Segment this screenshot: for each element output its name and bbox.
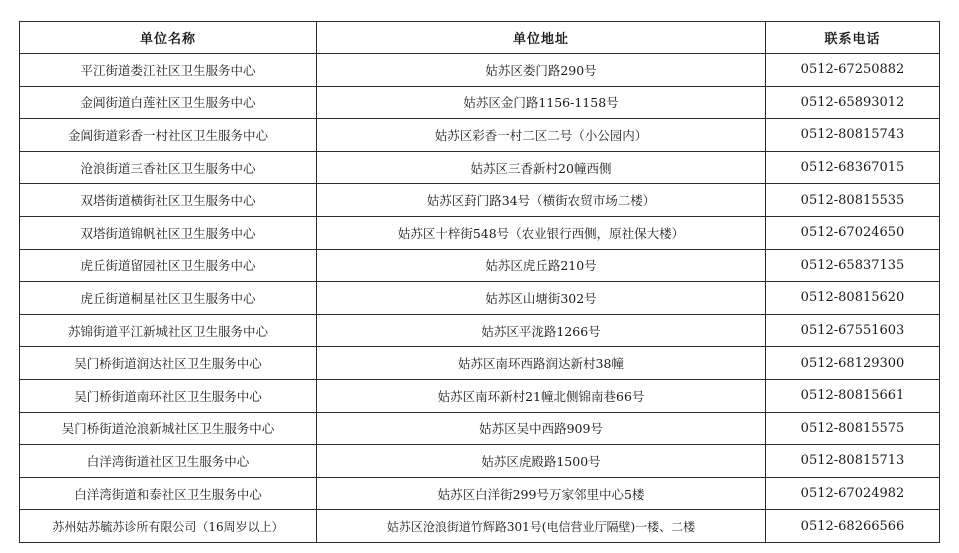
- header-row: [20, 22, 940, 54]
- cell-contact-phone: 0512-65837135: [766, 249, 940, 282]
- cell-contact-phone: 0512-67551603: [766, 314, 940, 347]
- cell-unit-address: 姑苏区南环西路润达新村38幢: [317, 347, 766, 380]
- cell-unit-name: 双塔街道锦帆社区卫生服务中心: [20, 216, 317, 249]
- table-row: [20, 86, 940, 119]
- cell-unit-address: 姑苏区南环新村21幢北侧锦南巷66号: [317, 379, 766, 412]
- cell-contact-phone: 0512-80815661: [766, 379, 940, 412]
- table-row: [20, 314, 940, 347]
- cell-contact-phone: 0512-65893012: [766, 86, 940, 119]
- cell-contact-phone: 0512-68266566: [766, 510, 940, 543]
- table-row: [20, 151, 940, 184]
- cell-unit-address: 姑苏区沧浪街道竹辉路301号(电信营业厅隔壁)一楼、二楼: [317, 510, 766, 543]
- cell-unit-name: 吴门桥街道南环社区卫生服务中心: [20, 379, 317, 412]
- cell-unit-name: 虎丘街道桐星社区卫生服务中心: [20, 282, 317, 315]
- cell-unit-name: 白洋湾街道社区卫生服务中心: [20, 445, 317, 478]
- cell-unit-name: 苏锦街道平江新城社区卫生服务中心: [20, 314, 317, 347]
- cell-unit-name: 吴门桥街道润达社区卫生服务中心: [20, 347, 317, 380]
- clinic-table: [19, 21, 940, 543]
- cell-unit-address: 姑苏区十梓街548号（农业银行西侧，原社保大楼）: [317, 216, 766, 249]
- cell-unit-address: 姑苏区娄门路290号: [317, 54, 766, 87]
- table-header: [20, 22, 940, 54]
- table-row: [20, 477, 940, 510]
- cell-unit-address: 姑苏区山塘街302号: [317, 282, 766, 315]
- table-row: [20, 282, 940, 315]
- cell-unit-name: 金阊街道彩香一村社区卫生服务中心: [20, 119, 317, 152]
- table-row: [20, 216, 940, 249]
- cell-contact-phone: 0512-68367015: [766, 151, 940, 184]
- cell-unit-address: 姑苏区葑门路34号（横街农贸市场二楼）: [317, 184, 766, 217]
- table-row: [20, 54, 940, 87]
- table-body: [20, 54, 940, 543]
- table-row: [20, 347, 940, 380]
- cell-unit-address: 姑苏区三香新村20幢西侧: [317, 151, 766, 184]
- cell-contact-phone: 0512-67024982: [766, 477, 940, 510]
- header-contact-phone: 联系电话: [766, 22, 940, 54]
- cell-unit-name: 虎丘街道留园社区卫生服务中心: [20, 249, 317, 282]
- cell-unit-name: 苏州姑苏毓苏诊所有限公司（16周岁以上）: [20, 510, 317, 543]
- cell-unit-address: 姑苏区吴中西路909号: [317, 412, 766, 445]
- cell-contact-phone: 0512-80815743: [766, 119, 940, 152]
- cell-unit-address: 姑苏区虎殿路1500号: [317, 445, 766, 478]
- cell-contact-phone: 0512-67024650: [766, 216, 940, 249]
- cell-contact-phone: 0512-67250882: [766, 54, 940, 87]
- cell-contact-phone: 0512-80815575: [766, 412, 940, 445]
- cell-contact-phone: 0512-80815535: [766, 184, 940, 217]
- table-row: [20, 119, 940, 152]
- table-row: [20, 249, 940, 282]
- table-row: [20, 445, 940, 478]
- cell-contact-phone: 0512-80815713: [766, 445, 940, 478]
- cell-unit-name: 吴门桥街道沧浪新城社区卫生服务中心: [20, 412, 317, 445]
- cell-unit-name: 沧浪街道三香社区卫生服务中心: [20, 151, 317, 184]
- cell-unit-name: 平江街道娄江社区卫生服务中心: [20, 54, 317, 87]
- cell-unit-address: 姑苏区金门路1156-1158号: [317, 86, 766, 119]
- clinic-table-container: [19, 21, 940, 543]
- header-unit-name: 单位名称: [20, 22, 317, 54]
- cell-unit-name: 金阊街道白莲社区卫生服务中心: [20, 86, 317, 119]
- table-row: [20, 412, 940, 445]
- cell-unit-address: 姑苏区虎丘路210号: [317, 249, 766, 282]
- cell-unit-address: 姑苏区彩香一村二区二号（小公园内）: [317, 119, 766, 152]
- cell-unit-name: 白洋湾街道和泰社区卫生服务中心: [20, 477, 317, 510]
- table-row: [20, 184, 940, 217]
- table-row: [20, 379, 940, 412]
- cell-unit-name: 双塔街道横街社区卫生服务中心: [20, 184, 317, 217]
- header-unit-address: 单位地址: [317, 22, 766, 54]
- cell-contact-phone: 0512-68129300: [766, 347, 940, 380]
- cell-unit-address: 姑苏区白洋街299号万家邻里中心5楼: [317, 477, 766, 510]
- table-row: [20, 510, 940, 543]
- cell-unit-address: 姑苏区平泷路1266号: [317, 314, 766, 347]
- cell-contact-phone: 0512-80815620: [766, 282, 940, 315]
